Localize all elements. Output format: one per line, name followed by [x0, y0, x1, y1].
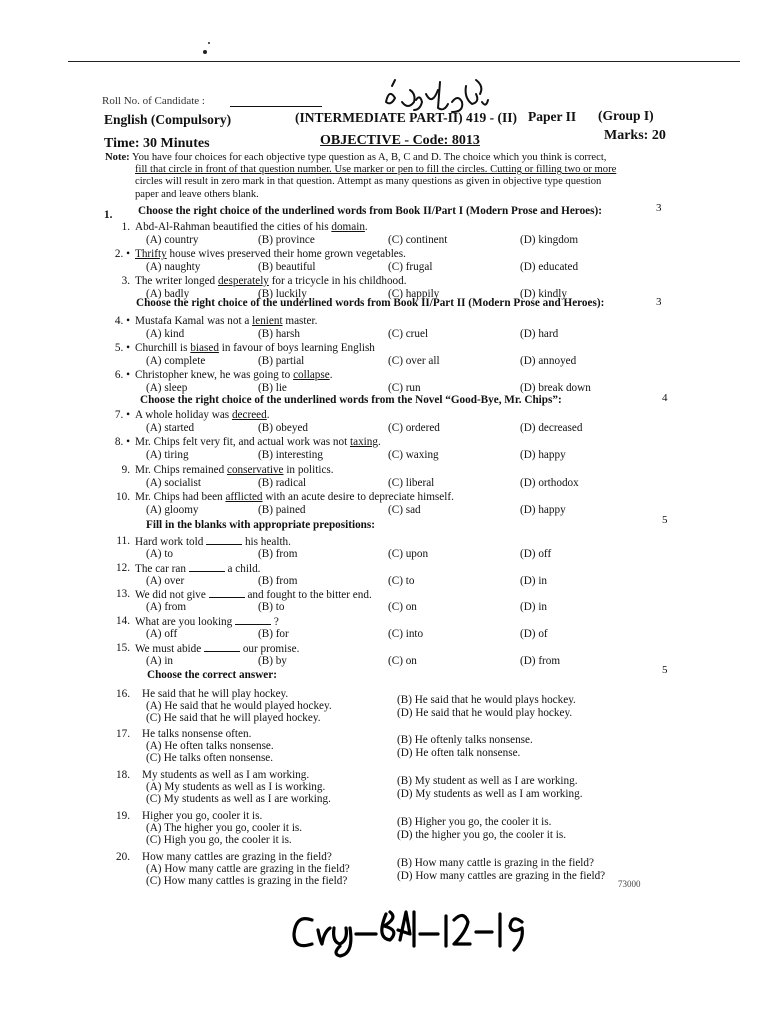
stem-text: for a tricycle in his childhood. [268, 275, 407, 287]
note-line: You have four choices for each objective type question as A, B, C and D. The choice which you think is correct, [131, 152, 607, 163]
roll-no-label: Roll No. of Candidate : [102, 95, 205, 107]
option-b: (B) He said that he would plays hockey. [397, 694, 576, 706]
stem-text: Mr. Chips remained [135, 464, 227, 476]
paper-label: Paper II [528, 109, 577, 124]
stem-text: with an acute desire to depreciate himself. [262, 491, 454, 503]
question-number: 1. [104, 209, 113, 221]
question-number: 19. [116, 810, 130, 822]
stem-text: We did not give [135, 589, 209, 601]
option-b: (B) radical [258, 477, 307, 489]
question-number: 10. [116, 491, 130, 503]
option-a: (A) country [146, 234, 199, 246]
option-a: (A) naughty [146, 261, 201, 273]
option-b: (B) How many cattle is grazing in the field? [397, 857, 594, 869]
question-stem: Higher you go, cooler it is. [142, 810, 263, 822]
stem-text: . [266, 409, 270, 421]
stem-text: Hard work told [135, 536, 207, 548]
option-a: (A) to [146, 548, 174, 560]
question-stem [135, 615, 279, 628]
section-marks: 3 [656, 202, 662, 214]
note-line: paper and leave others blank. [135, 188, 259, 200]
option-b: (B) from [258, 575, 298, 587]
option-d: (D) in [520, 575, 548, 587]
option-a: (A) socialist [146, 477, 201, 489]
option-d: (D) kingdom [520, 234, 579, 246]
option-d: (D) the higher you go, the cooler it is. [397, 829, 567, 841]
instructions-note [105, 152, 743, 201]
section-marks: 3 [656, 296, 662, 308]
option-a: (A) How many cattle are grazing in the field? [146, 863, 350, 875]
fill-blank [209, 588, 245, 598]
question-number: 8. • [114, 436, 130, 448]
stem-text: Abd-Al-Rahman beautified the cities of his [135, 221, 332, 233]
underlined-word: collapse [293, 369, 330, 381]
fill-blank [206, 535, 242, 545]
underlined-word: desperately [217, 275, 269, 287]
stem-text: Mustafa Kamal was not a [135, 315, 253, 327]
option-d: (D) from [520, 655, 561, 667]
option-a: (A) over [146, 575, 185, 587]
stem-text: Christopher knew, he was going to [135, 369, 294, 381]
subject-title: English (Compulsory) [104, 112, 232, 127]
option-d: (D) off [520, 548, 552, 560]
question-number: 4. • [114, 315, 130, 327]
option-a: (A) started [146, 422, 195, 434]
option-d: (D) How many cattles are grazing in the field? [397, 870, 606, 882]
option-c: (C) He talks often nonsense. [146, 752, 274, 764]
question-number: 20. [116, 851, 130, 863]
question-stem [135, 315, 317, 327]
stem-text: Churchill is [135, 342, 191, 354]
fill-blank [235, 615, 271, 625]
question-stem: He said that he will play hockey. [142, 688, 289, 700]
question-number: 14. [116, 615, 130, 627]
underlined-word: lenient [252, 315, 283, 327]
option-d: (D) educated [520, 261, 579, 273]
option-a: (A) He said that he would played hockey. [146, 700, 332, 712]
option-d: (D) kindly [520, 288, 567, 300]
group-label: (Group I) [598, 108, 654, 123]
question-stem [135, 248, 406, 260]
fill-blank [189, 562, 225, 572]
option-c: (C) High you go, the cooler it is. [146, 834, 292, 846]
option-a: (A) He often talks nonsense. [146, 740, 274, 752]
option-d: (D) break down [520, 382, 591, 394]
stem-text: . [364, 221, 368, 233]
paper-code-footer: 73000 [618, 879, 641, 889]
stem-text: our promise. [240, 643, 300, 655]
option-a: (A) gloomy [146, 504, 199, 516]
stem-text: The car ran [135, 563, 189, 575]
roll-no-line [230, 106, 322, 107]
question-number: 13. [116, 588, 130, 600]
option-b: (B) harsh [258, 328, 300, 340]
time-label: Time: 30 Minutes [104, 136, 210, 151]
option-d: (D) He said that he would play hockey. [397, 707, 573, 719]
underlined-word: taxing [350, 436, 378, 448]
question-number: 3. [121, 275, 130, 287]
underlined-word: conservative [226, 464, 284, 476]
option-b: (B) by [258, 655, 287, 667]
option-b: (B) from [258, 548, 298, 560]
section-marks: 5 [662, 514, 668, 526]
question-number: 9. [121, 464, 130, 476]
stem-text: ? [271, 616, 279, 628]
option-c: (C) cruel [388, 328, 429, 340]
question-stem [135, 221, 368, 233]
question-number: 16. [116, 688, 130, 700]
option-b: (B) beautiful [258, 261, 316, 273]
stem-text: A whole holiday was [135, 409, 232, 421]
option-c: (C) to [388, 575, 415, 587]
option-a: (A) complete [146, 355, 206, 367]
option-d: (D) in [520, 601, 548, 613]
option-b: (B) obeyed [258, 422, 309, 434]
option-c: (C) liberal [388, 477, 435, 489]
option-a: (A) badly [146, 288, 190, 300]
fill-blank [204, 642, 240, 652]
option-c: (C) upon [388, 548, 429, 560]
stem-text: What are you looking [135, 616, 236, 628]
question-stem [135, 535, 291, 548]
underlined-word: decreed [231, 409, 267, 421]
header-rule [68, 61, 740, 62]
option-c: (C) on [388, 655, 417, 667]
option-c: (C) How many cattles is grazing in the field? [146, 875, 348, 887]
question-number: 5. • [114, 342, 130, 354]
handwritten-annotation [290, 900, 540, 960]
option-c: (C) frugal [388, 261, 433, 273]
option-a: (A) sleep [146, 382, 188, 394]
note-line: fill that circle in front of that question number. Use marker or pen to fill the circles. Cutting or filling two or more [135, 164, 617, 176]
question-stem [135, 491, 454, 503]
stem-text: We must abide [135, 643, 205, 655]
option-d: (D) decreased [520, 422, 583, 434]
stem-text: in favour of boys learning English [218, 342, 375, 354]
question-stem [135, 464, 334, 476]
option-b: (B) Higher you go, the cooler it is. [397, 816, 552, 828]
question-number: 6. • [114, 369, 130, 381]
option-d: (D) He often talk nonsense. [397, 747, 521, 759]
section-marks: 5 [662, 664, 668, 676]
question-stem [135, 275, 407, 287]
option-b: (B) province [258, 234, 315, 246]
section-heading: Choose the right choice of the underlined words from the Novel “Good-Bye, Mr. Chips”: [140, 394, 562, 406]
question-number: 2. • [114, 248, 130, 260]
underlined-word: afflicted [225, 491, 263, 503]
option-c: (C) ordered [388, 422, 440, 434]
question-number: 17. [116, 728, 130, 740]
question-number: 1. [121, 221, 130, 233]
stem-text: Mr. Chips had been [135, 491, 226, 503]
question-number: 12. [116, 562, 130, 574]
option-d: (D) My students as well as I am working. [397, 788, 583, 800]
section-marks: 4 [662, 392, 668, 404]
option-d: (D) happy [520, 449, 566, 461]
scan-speck [203, 50, 207, 54]
stem-text: The writer longed [135, 275, 218, 287]
stem-text: in politics. [283, 464, 334, 476]
question-number: 18. [116, 769, 130, 781]
question-stem: How many cattles are grazing in the field? [142, 851, 332, 863]
option-c: (C) sad [388, 504, 421, 516]
question-stem: My students as well as I am working. [142, 769, 310, 781]
option-a: (A) from [146, 601, 187, 613]
option-d: (D) orthodox [520, 477, 579, 489]
option-c: (C) My students as well as I are working. [146, 793, 331, 805]
option-c: (C) on [388, 601, 417, 613]
option-a: (A) tiring [146, 449, 189, 461]
option-b: (B) interesting [258, 449, 323, 461]
marks-label: Marks: 20 [604, 128, 666, 143]
scan-speck [208, 42, 210, 44]
option-d: (D) happy [520, 504, 566, 516]
stem-text: . [329, 369, 333, 381]
objective-code: OBJECTIVE - Code: 8013 [320, 133, 480, 148]
stem-text: Mr. Chips felt very fit, and actual work was not [135, 436, 351, 448]
question-stem: He talks nonsense often. [142, 728, 252, 740]
option-a: (A) The higher you go, cooler it is. [146, 822, 303, 834]
note-label: Note: [105, 152, 130, 163]
option-b: (B) to [258, 601, 285, 613]
option-b: (B) pained [258, 504, 306, 516]
option-b: (B) He oftenly talks nonsense. [397, 734, 533, 746]
question-stem [135, 642, 299, 655]
section-heading: Choose the right choice of the underlined words from Book II/Part I (Modern Prose and Heroes): [138, 205, 602, 217]
question-stem [135, 342, 375, 354]
question-stem [135, 562, 260, 575]
question-stem [135, 369, 333, 381]
option-a: (A) off [146, 628, 178, 640]
question-stem [135, 588, 372, 601]
underlined-word: domain [331, 221, 365, 233]
option-c: (C) into [388, 628, 424, 640]
underlined-word: Thrifty [135, 248, 167, 260]
option-d: (D) annoyed [520, 355, 577, 367]
stem-text: master. [282, 315, 318, 327]
exam-title: (INTERMEDIATE PART-II) 419 - (II) [295, 110, 518, 125]
stem-text: a child. [224, 563, 261, 575]
section-heading: Choose the correct answer: [147, 669, 277, 681]
underlined-word: biased [190, 342, 219, 354]
question-stem [135, 436, 381, 448]
question-number: 7. • [114, 409, 130, 421]
option-c: (C) He said that he will played hockey. [146, 712, 321, 724]
option-b: (B) My student as well as I are working. [397, 775, 578, 787]
option-b: (B) lie [258, 382, 287, 394]
question-number: 15. [116, 642, 130, 654]
option-d: (D) hard [520, 328, 559, 340]
stem-text: house wives preserved their home grown vegetables. [166, 248, 406, 260]
option-d: (D) of [520, 628, 548, 640]
option-a: (A) in [146, 655, 174, 667]
option-c: (C) run [388, 382, 421, 394]
stem-text: his health. [242, 536, 291, 548]
note-line: circles will result in zero mark in that question. Attempt as many questions as given in objective type question [135, 176, 602, 188]
question-number: 11. [116, 535, 130, 547]
option-a: (A) My students as well as I is working. [146, 781, 326, 793]
option-b: (B) for [258, 628, 289, 640]
option-c: (C) over all [388, 355, 440, 367]
option-b: (B) partial [258, 355, 305, 367]
option-c: (C) waxing [388, 449, 439, 461]
option-a: (A) kind [146, 328, 185, 340]
option-c: (C) continent [388, 234, 448, 246]
question-stem [135, 409, 270, 421]
stem-text: . [377, 436, 381, 448]
stem-text: and fought to the bitter end. [244, 589, 372, 601]
option-c: (C) happily [388, 288, 440, 300]
option-b: (B) luckily [258, 288, 307, 300]
section-heading: Choose the right choice of the underlined words from Book II/Part II (Modern Prose and Heroes): [136, 297, 605, 309]
section-heading: Fill in the blanks with appropriate prepositions: [146, 519, 375, 531]
